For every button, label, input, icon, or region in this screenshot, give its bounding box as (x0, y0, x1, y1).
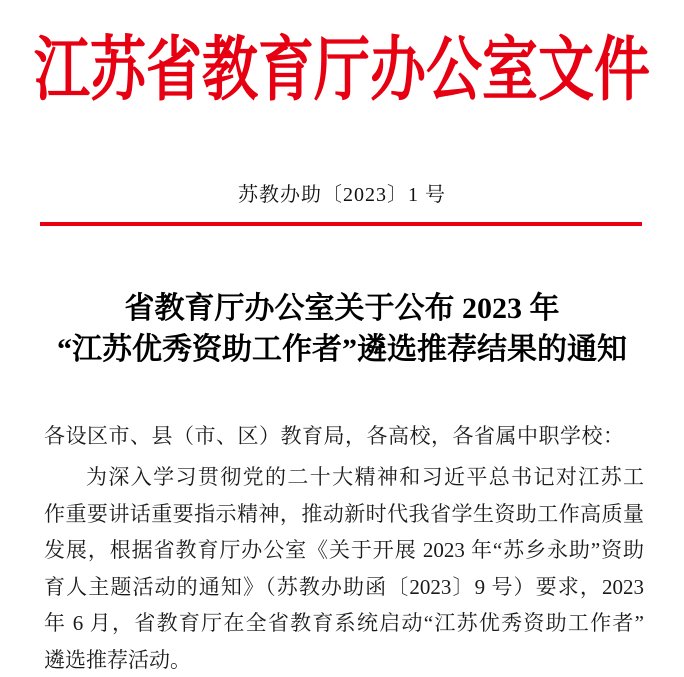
red-divider-rule (40, 222, 642, 226)
notice-title-line-1: 省教育厅办公室关于公布 2023 年 (124, 292, 560, 325)
body-line: 作重要讲话重要指示精神，推动新时代我省学生资助工作高质量 (44, 501, 644, 526)
body-line: 为深入学习贯彻党的二十大精神和习近平总书记对江苏工 (86, 465, 644, 489)
agency-header-title: 江苏省教育厅办公室文件 (34, 32, 650, 110)
notice-title (0, 288, 684, 370)
body-line: 年 6 月，省教育厅在全省教育系统启动“江苏优秀资助工作者” (44, 611, 644, 636)
salutation-line: 各设区市、县（市、区）教育局，各高校，各省属中职学校： (44, 424, 625, 448)
notice-title-line-2: “江苏优秀资助工作者”遴选推荐结果的通知 (57, 333, 627, 366)
body-line: 发展，根据省教育厅办公室《关于开展 2023 年“苏乡永助”资助 (44, 538, 644, 563)
body-paragraph (44, 459, 644, 677)
body-line: 育人主题活动的通知》（苏教办助函〔2023〕9 号）要求，2023 (44, 574, 644, 599)
body-line: 遴选推荐活动。 (44, 647, 191, 672)
document-number: 苏教办助〔2023〕1 号 (238, 184, 446, 206)
